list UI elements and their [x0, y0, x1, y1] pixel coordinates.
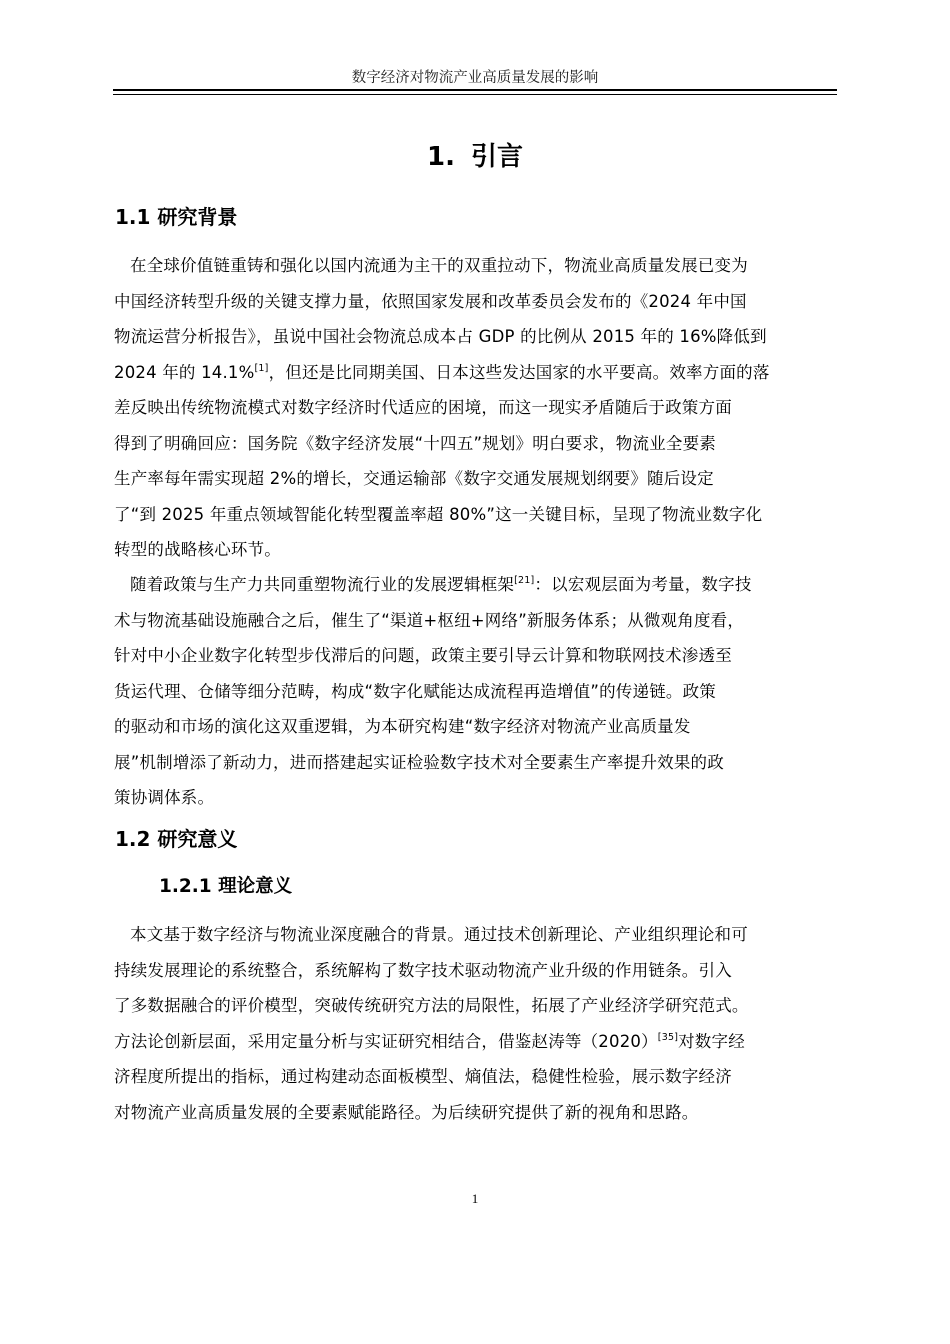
section-title-significance: 1.2 研究意义	[115, 827, 238, 851]
text-line: 得到了明确回应：国务院《数字经济发展“十四五”规划》明白要求，物流业全要素	[114, 433, 716, 453]
paragraph-background-1	[114, 248, 854, 568]
running-header-title: 数字经济对物流产业高质量发展的影响	[351, 70, 599, 86]
text-line: 持续发展理论的系统整合，系统解构了数字技术驱动物流产业升级的作用链条。引入	[114, 960, 732, 980]
text-line: 转型的战略核心环节。	[114, 540, 281, 559]
citation-ref: [35]	[657, 1031, 679, 1043]
text-line: 了多数据融合的评价模型，突破传统研究方法的局限性，拓展了产业经济学研究范式。	[114, 996, 749, 1015]
text-line: 中国经济转型升级的关键支撑力量，依照国家发展和改革委员会发布的《2024 年中国	[114, 291, 747, 311]
text-line: 了“到 2025 年重点领域智能化转型覆盖率超 80%”这一关键目标，呈现了物流业数字化	[114, 504, 763, 524]
text-line: 济程度所提出的指标，通过构建动态面板模型、熵值法，稳健性检验，展示数字经济	[114, 1067, 732, 1086]
text-segment: ，但还是比同期美国、日本这些发达国家的水平要高。效率方面的落	[268, 362, 770, 382]
text-segment: 随着政策与生产力共同重塑物流行业的发展逻辑框架	[130, 575, 515, 594]
text-segment: 对数字经	[678, 1031, 745, 1051]
text-line	[114, 567, 854, 603]
chapter-number: 1.	[427, 142, 455, 172]
subsection-title-theoretical: 1.2.1 理论意义	[159, 876, 293, 897]
text-line: 在全球价值链重铸和强化以国内流通为主干的双重拉动下，物流业高质量发展已变为	[130, 256, 748, 275]
chapter-title	[113, 137, 837, 177]
page-number: 1	[471, 1191, 479, 1206]
chapter-title-text: 引言	[470, 142, 523, 172]
paragraph-background-2	[114, 567, 854, 816]
text-line: 展”机制增添了新动力，进而搭建起实证检验数字技术对全要素生产率提升效果的政	[114, 752, 724, 772]
text-segment: ：以宏观层面为考量，数字技	[534, 575, 752, 594]
paragraph-theoretical	[114, 917, 854, 1130]
text-line: 术与物流基础设施融合之后，催生了“渠道+枢纽+网络”新服务体系；从微观角度看，	[114, 610, 745, 630]
text-line: 本文基于数字经济与物流业深度融合的背景。通过技术创新理论、产业组织理论和可	[130, 925, 748, 944]
citation-ref: [1]	[254, 362, 269, 374]
text-line: 针对中小企业数字化转型步伐滞后的问题，政策主要引导云计算和物联网技术渗透至	[114, 646, 732, 665]
text-line: 的驱动和市场的演化这双重逻辑，为本研究构建“数字经济对物流产业高质量发	[114, 717, 691, 736]
header-rule-thick	[113, 89, 837, 91]
text-line: 对物流产业高质量发展的全要素赋能路径。为后续研究提供了新的视角和思路。	[114, 1102, 699, 1122]
section-title-background: 1.1 研究背景	[115, 205, 238, 229]
text-segment: 方法论创新层面，采用定量分析与实证研究相结合，借鉴赵涛等（2020）	[114, 1031, 658, 1051]
text-segment: 2024 年的 14.1%	[114, 362, 255, 382]
text-line: 差反映出传统物流模式对数字经济时代适应的困境，而这一现实矛盾随后于政策方面	[114, 398, 732, 417]
text-line: 策协调体系。	[114, 788, 215, 807]
text-line	[114, 1024, 854, 1060]
text-line	[114, 355, 854, 391]
citation-ref: [21]	[514, 575, 535, 586]
text-line: 生产率每年需实现超 2%的增长，交通运输部《数字交通发展规划纲要》随后设定	[114, 469, 714, 488]
text-line: 货运代理、仓储等细分范畴，构成“数字化赋能达成流程再造增值”的传递链。政策	[114, 681, 716, 701]
text-line: 物流运营分析报告》，虽说中国社会物流总成本占 GDP 的比例从 2015 年的 16%降低到	[114, 327, 767, 346]
header-rule-thin	[113, 94, 837, 95]
